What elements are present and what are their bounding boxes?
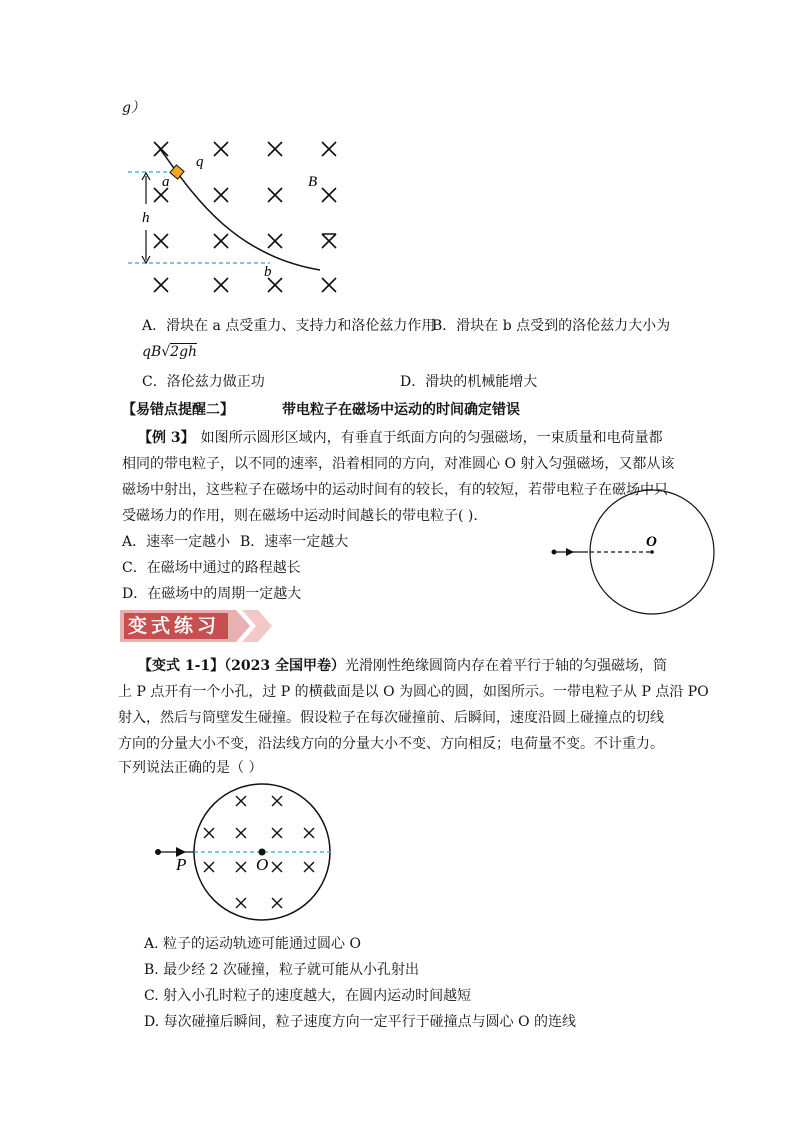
option-a: A．滑块在 a 点受重力、支持力和洛伦兹力作用 <box>142 318 436 334</box>
label-b: b <box>264 264 272 280</box>
incline-curve <box>158 146 320 270</box>
example-line-1: 如图所示圆形区域内，有垂直于纸面方向的匀强磁场，一束质量和电荷量都 <box>200 430 663 446</box>
variant-line-2: 上 P 点开有一个小孔，过 P 的横截面是以 O 为圆心的圆，如图所示。一带电粒子从 P 点沿 PO <box>118 684 709 700</box>
section-tag: 【易错点提醒二】 <box>122 402 234 418</box>
formula-radicand: 2gh <box>170 344 198 360</box>
variant-line-3: 射入，然后与筒壁发生碰撞。假设粒子在每次碰撞前、后瞬间，速度沿圆上碰撞点的切线 <box>118 710 664 726</box>
variant-option-d: D. 每次碰撞后瞬间，粒子速度方向一定平行于碰撞点与圆心 O 的连线 <box>144 1014 577 1030</box>
example-line-3: 磁场中射出，这些粒子在磁场中的运动时间有的较长，有的较短，若带电粒子在磁场中只 <box>122 482 668 498</box>
option-b: B．滑块在 b 点受到的洛伦兹力大小为 <box>432 318 671 334</box>
section-title: 带电粒子在磁场中运动的时间确定错误 <box>282 402 520 418</box>
variant-option-a: A. 粒子的运动轨迹可能通过圆心 O <box>144 936 361 952</box>
label-a: a <box>162 174 170 190</box>
option-d: D．滑块的机械能增大 <box>400 374 538 390</box>
label-B: B <box>308 174 318 190</box>
variant-line-1: 光滑刚性绝缘圆筒内存在着平行于轴的匀强磁场，筒 <box>345 658 668 674</box>
formula <box>142 342 197 362</box>
figure-slider-in-field <box>120 130 360 310</box>
example-line-4: 受磁场力的作用，则在磁场中运动时间越长的带电粒子( ). <box>122 508 478 524</box>
variant-line-5: 下列说法正确的是（ ） <box>118 760 263 776</box>
variant-option-c: C. 射入小孔时粒子的速度越大，在圆内运动时间越短 <box>144 988 472 1004</box>
variant-line-4: 方向的分量大小不变，沿法线方向的分量大小不变、方向相反；电荷量不变。不计重力。 <box>118 736 664 752</box>
label-O: O <box>646 534 657 550</box>
variant-first-line <box>138 656 667 676</box>
variant-source: （2023 全国甲卷） <box>224 658 346 674</box>
figure-circle-field <box>540 486 740 622</box>
variant-option-b: B. 最少经 2 次碰撞，粒子就可能从小孔射出 <box>144 962 419 978</box>
figure-cylinder-section <box>140 780 360 930</box>
slider-block <box>170 165 184 179</box>
variant-label: 【变式 1-1】 <box>138 658 225 674</box>
label-P: P <box>176 855 187 874</box>
formula-sqrt: √ <box>161 344 171 360</box>
label-O-2: O <box>256 855 269 874</box>
arrowhead <box>566 548 574 556</box>
example-line-2: 相同的带电粒子，以不同的速率，沿着相同的方向，对准圆心 O 射入匀强磁场，又都从该 <box>122 456 675 472</box>
field-crosses <box>154 142 336 292</box>
formula-lead: qB <box>142 344 162 360</box>
example-option-d: D．在磁场中的周期一定越大 <box>122 586 302 602</box>
label-q: q <box>196 154 204 170</box>
option-c: C．洛伦兹力做正功 <box>142 374 265 390</box>
banner-text: 变式练习 <box>128 615 221 637</box>
example-option-b: B．速率一定越大 <box>240 534 349 550</box>
example-3-first-line <box>138 428 663 448</box>
example-label: 【例 3】 <box>138 430 195 446</box>
center-dot <box>650 550 654 554</box>
example-option-a: A．速率一定越小 <box>122 534 231 550</box>
text-fragment: g） <box>122 100 145 116</box>
example-option-c: C．在磁场中通过的路程越长 <box>122 560 301 576</box>
label-h: h <box>142 210 150 226</box>
